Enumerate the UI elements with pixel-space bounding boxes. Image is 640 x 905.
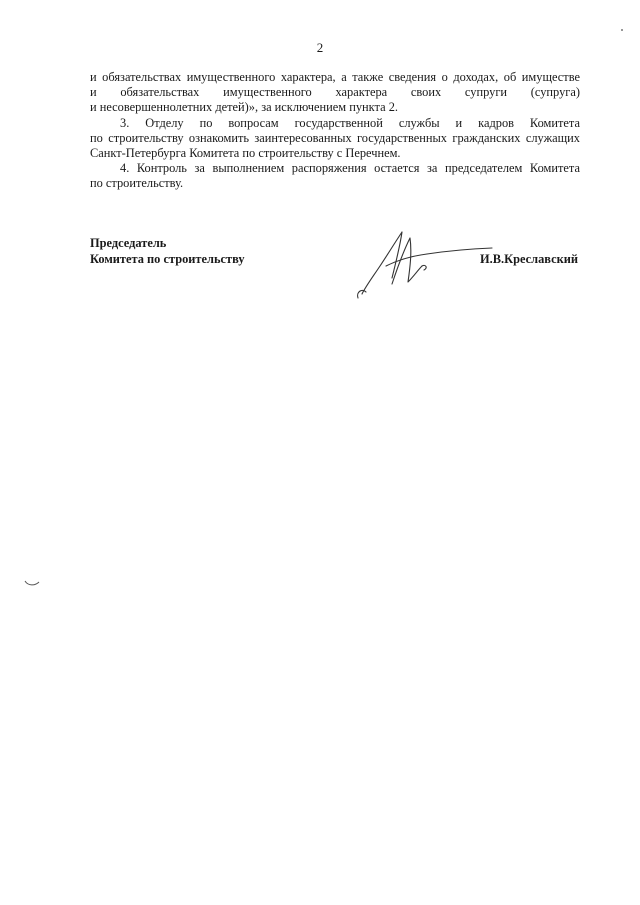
corner-mark bbox=[620, 28, 624, 32]
paragraph-1-line-1: и обязательствах имущественного характера, а также сведения о доходах, об имуществе bbox=[90, 70, 580, 84]
handwritten-signature bbox=[352, 226, 502, 301]
paragraph-4-line-2: по строительству. bbox=[90, 176, 184, 191]
signature-block bbox=[90, 236, 580, 267]
paragraph-3-line-2: по строительству ознакомить заинтересованных государственных гражданских служащих bbox=[90, 130, 580, 145]
signatory-name: И.В.Креславский bbox=[480, 251, 579, 266]
paragraph-1-line-2: и обязательствах имущественного характера своих супруги (супруга) bbox=[90, 85, 580, 100]
paragraph-3-line-1: 3. Отделу по вопросам государственной службы и кадров Комитета bbox=[120, 115, 580, 130]
margin-mark bbox=[24, 578, 40, 588]
page-number: 2 bbox=[316, 40, 324, 55]
document-body bbox=[90, 70, 580, 192]
paragraph-4-line-1: 4. Контроль за выполнением распоряжения остается за председателем Комитета bbox=[120, 161, 580, 176]
paragraph-3-line-3: Санкт-Петербурга Комитета по строительству с Перечнем. bbox=[90, 146, 401, 161]
paragraph-1-line-3: и несовершеннолетних детей)», за исключением пункта 2. bbox=[90, 100, 398, 115]
signatory-title-line-1: Председатель bbox=[90, 236, 167, 250]
signatory-title-line-2: Комитета по строительству bbox=[90, 251, 245, 266]
